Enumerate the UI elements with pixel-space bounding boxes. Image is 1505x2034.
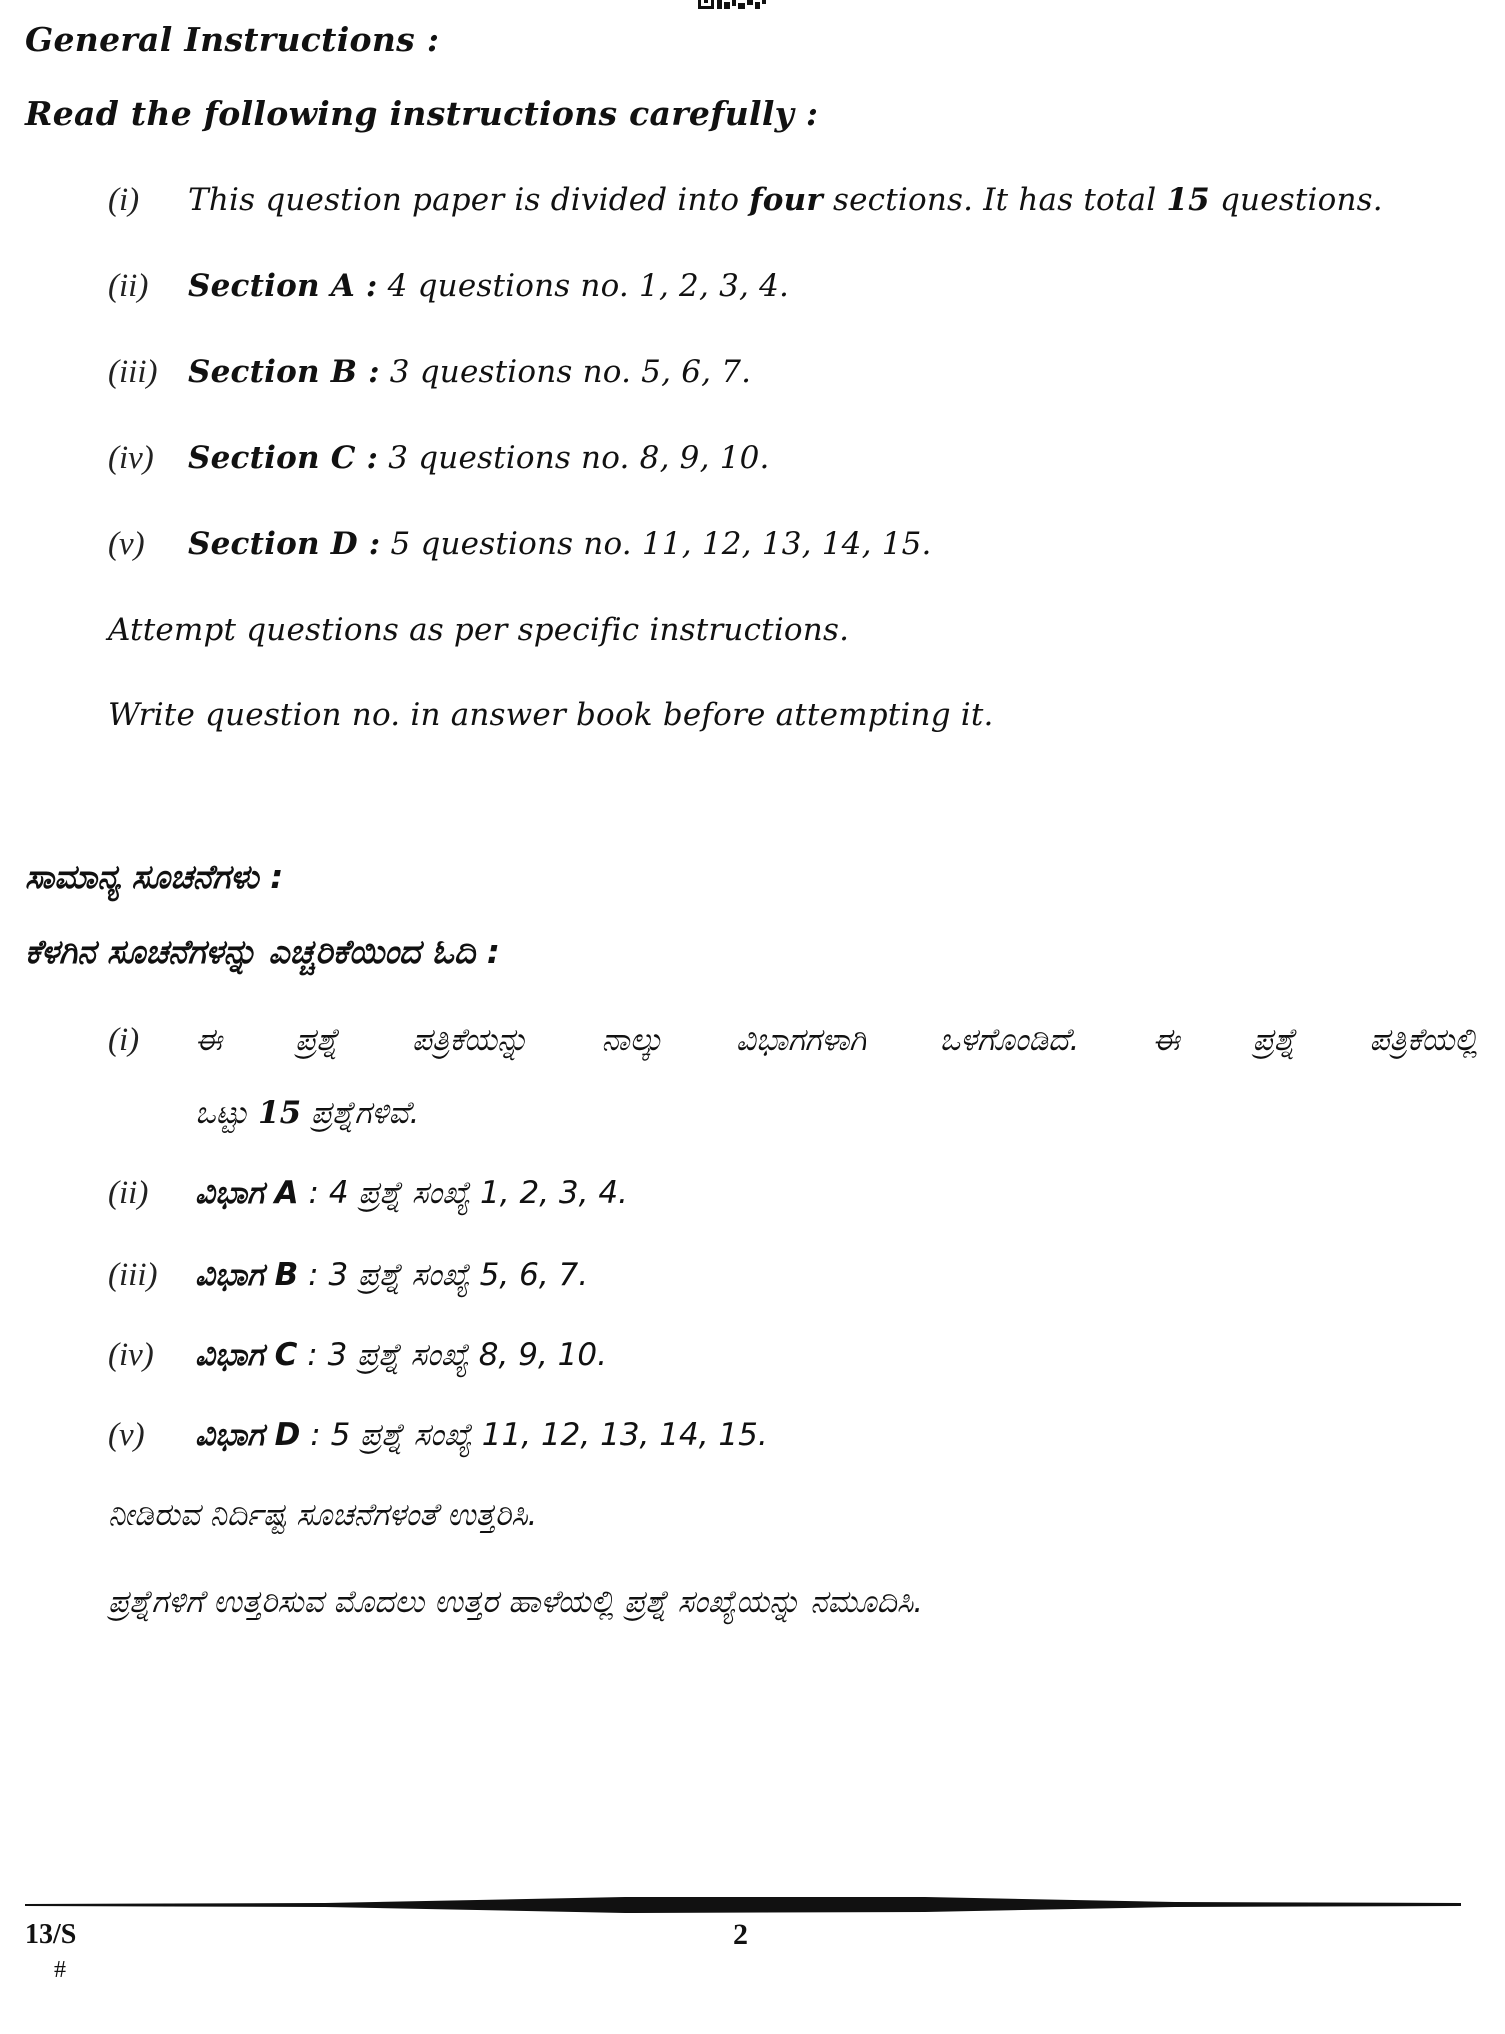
section-detail: : 3 ಪ್ರಶ್ನೆ ಸಂಖ್ಯೆ 5, 6, 7. [298,1257,589,1293]
item-text [188,266,789,306]
kannada-instructions-title: ಸಾಮಾನ್ಯ ಸೂಚನೆಗಳು : [25,857,284,896]
instructions-subtitle: Read the following instructions carefully : [25,94,819,133]
emphasis-question-count: 15 [1166,182,1210,218]
item-text [188,524,932,564]
section-detail: 3 questions no. 8, 9, 10. [378,440,770,476]
item-number: (ii) [108,268,149,304]
item-number: (iv) [108,440,154,476]
kannada-instructions-subtitle: ಕೆಳಗಿನ ಸೂಚನೆಗಳನ್ನು ಎಚ್ಚರಿಕೆಯಿಂದ ಓದಿ : [25,932,500,971]
item-number: (iii) [108,1257,158,1293]
section-label: ವಿಭಾಗ C [195,1337,298,1373]
text-segment: questions. [1209,182,1383,218]
item-text [188,180,1383,220]
section-detail: : 5 ಪ್ರಶ್ನೆ ಸಂಖ್ಯೆ 11, 12, 13, 14, 15. [300,1417,768,1453]
item-text [195,1255,588,1295]
text-segment: ಪ್ರಶ್ನೆಗಳಿವೆ. [301,1095,420,1131]
section-label: ವಿಭಾಗ D [195,1417,301,1453]
item-number: (i) [108,1022,140,1058]
section-label: Section B : [188,354,380,390]
item-number: (v) [108,1417,145,1453]
note-write-question-no: Write question no. in answer book before attempting it. [108,697,994,733]
item-text [195,1173,628,1213]
item-number: (iii) [108,354,158,390]
text-segment: sections. It has total [822,182,1167,218]
item-number: (i) [108,182,140,218]
item-text [188,352,751,392]
item-number: (iv) [108,1337,154,1373]
paper-code-marker: # [54,1957,66,1983]
section-detail: 3 questions no. 5, 6, 7. [379,354,752,390]
section-label: ವಿಭಾಗ B [195,1257,299,1293]
paper-code: 13/S [25,1919,77,1950]
item-text [195,1415,768,1455]
emphasis-sections-count: four [749,182,823,218]
qr-code-icon [698,0,768,10]
section-detail: 5 questions no. 11, 12, 13, 14, 15. [380,526,932,562]
section-label: Section A : [188,268,378,304]
item-text-line-1: ಈ ಪ್ರಶ್ನೆ ಪತ್ರಿಕೆಯನ್ನು ನಾಲ್ಕು ವಿಭಾಗಗಳಾಗಿ ಒಳಗೊಂಡಿದೆ. ಈ ಪ್ರಶ್ನೆ ಪತ್ರಿಕೆಯಲ್ಲಿ [195,1022,1478,1058]
footer-rule [25,1896,1461,1914]
item-number: (v) [108,526,145,562]
item-number: (ii) [108,1175,149,1211]
section-detail: : 4 ಪ್ರಶ್ನೆ ಸಂಖ್ಯೆ 1, 2, 3, 4. [298,1175,628,1211]
section-detail: : 3 ಪ್ರಶ್ನೆ ಸಂಖ್ಯೆ 8, 9, 10. [297,1337,607,1373]
section-label: Section C : [188,440,379,476]
text-segment: This question paper is divided into [188,182,750,218]
page-number: 2 [733,1918,748,1951]
item-text [188,438,770,478]
emphasis-question-count: 15 [258,1095,302,1131]
note-attempt: Attempt questions as per specific instructions. [108,612,850,648]
item-text [195,1335,607,1375]
section-detail: 4 questions no. 1, 2, 3, 4. [377,268,790,304]
section-label: ವಿಭಾಗ A [195,1175,299,1211]
section-label: Section D : [188,526,381,562]
item-text-line-2 [195,1093,419,1133]
kannada-note-attempt: ನೀಡಿರುವ ನಿರ್ದಿಷ್ಟ ಸೂಚನೆಗಳಂತೆ ಉತ್ತರಿಸಿ. [108,1497,538,1533]
instructions-title: General Instructions : [25,20,440,59]
kannada-note-write-question-no: ಪ್ರಶ್ನೆಗಳಿಗೆ ಉತ್ತರಿಸುವ ಮೊದಲು ಉತ್ತರ ಹಾಳೆಯಲ್ಲಿ ಪ್ರಶ್ನೆ ಸಂಖ್ಯೆಯನ್ನು ನಮೂದಿಸಿ. [108,1584,924,1620]
text-segment: ಒಟ್ಟು [195,1095,259,1131]
